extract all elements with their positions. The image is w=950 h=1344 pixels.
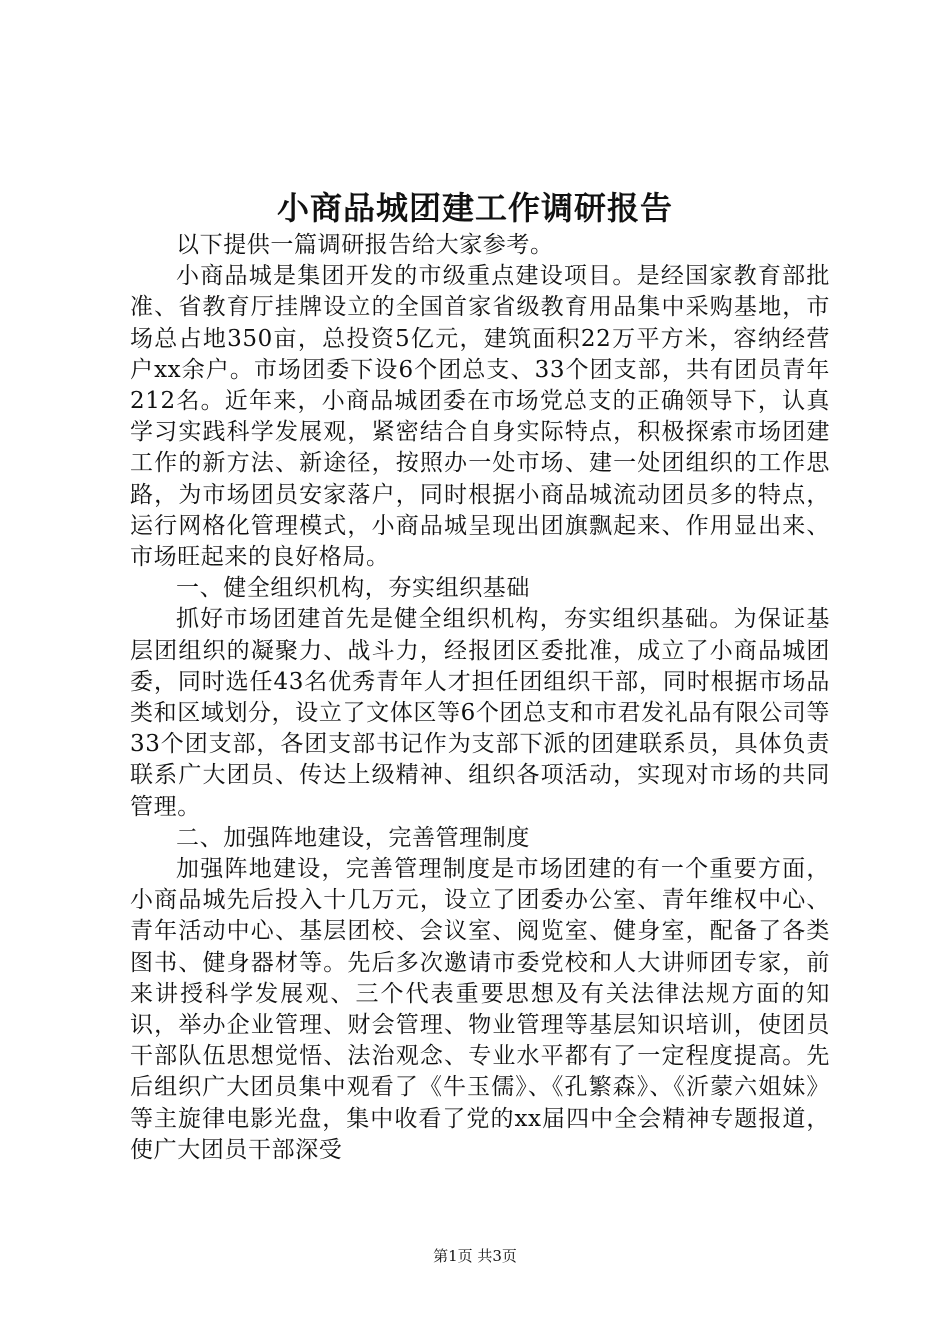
document-body [130, 230, 830, 1166]
paragraph-section-1: 抓好市场团建首先是健全组织机构，夯实组织基础。为保证基层团组织的凝聚力、战斗力，经报团区委批准，成立了小商品城团委，同时选任43名优秀青年人才担任团组织干部，同时根据市场品类和区域划分，设立了文体区等6个团总支和市君发礼品有限公司等33个团支部，各团支部书记作为支部下派的团建联系员，具体负责联系广大团员、传达上级精神、组织各项活动，实现对市场的共同管理。 [130, 606, 830, 820]
paragraph-overview: 小商品城是集团开发的市级重点建设项目。是经国家教育部批准、省教育厅挂牌设立的全国首家省级教育用品集中采购基地，市场总占地350亩，总投资5亿元，建筑面积22万平方米，容纳经营户xx余户。市场团委下设6个团总支、33个团支部，共有团员青年212名。近年来，小商品城团委在市场党总支的正确领导下，认真学习实践科学发展观，紧密结合自身实际特点，积极探索市场团建工作的新方法、新途径，按照办一处市场、建一处团组织的工作思路，为市场团员安家落户，同时根据小商品城流动团员多的特点，运行网格化管理模式，小商品城呈现出团旗飘起来、作用显出来、市场旺起来的良好格局。 [130, 263, 830, 571]
paragraph-section-2: 加强阵地建设，完善管理制度是市场团建的有一个重要方面，小商品城先后投入十几万元，设立了团委办公室、青年维权中心、青年活动中心、基层团校、会议室、阅览室、健身室，配备了各类图书、健身器材等。先后多次邀请市委党校和人大讲师团专家，前来讲授科学发展观、三个代表重要思想及有关法律法规方面的知识，举办企业管理、财会管理、物业管理等基层知识培训，使团员干部队伍思想觉悟、法治观念、专业水平都有了一定程度提高。先后组织广大团员集中观看了《牛玉儒》、《孔繁森》、《沂蒙六姐妹》等主旋律电影光盘，集中收看了党的xx届四中全会精神专题报道，使广大团员干部深受 [130, 856, 830, 1163]
section-heading-2: 二、加强阵地建设，完善管理制度 [176, 824, 530, 851]
document-title: 小商品城团建工作调研报告 [276, 189, 673, 227]
paragraph-intro: 以下提供一篇调研报告给大家参考。 [176, 232, 554, 258]
section-heading-1: 一、健全组织机构，夯实组织基础 [176, 575, 530, 602]
page-footer: 第1页 共3页 [433, 1247, 517, 1265]
